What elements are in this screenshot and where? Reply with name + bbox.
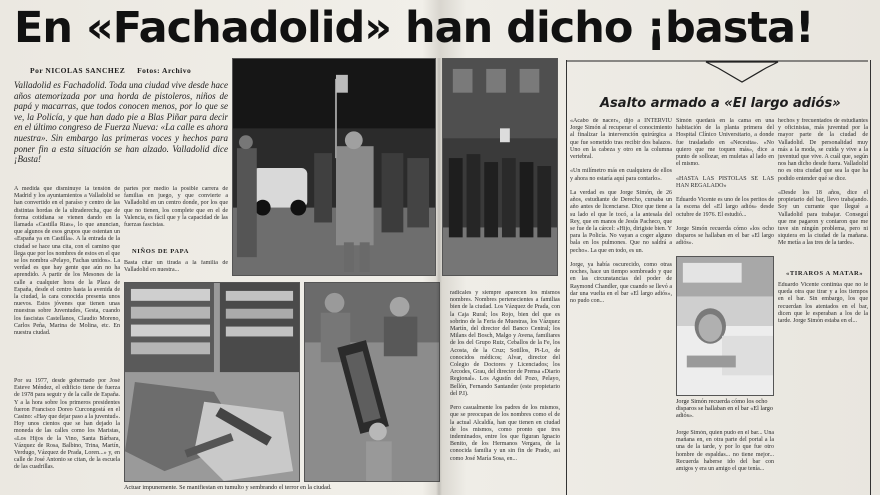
subhead-ninos-de-papa: NIÑOS DE PAPA — [132, 248, 190, 255]
sidebar-column-2: Simón quedará en la cama en una habitación de la planta primera del Hospital Clínico Universitario, a donde fue trasladado en «Necesita». «No quiero que me toquen más», dice a punto de sollozar, en muletas al lado en el mismo. «HASTA LAS PISTOLAS SE LAS HAN REGALADO» Eduardo Vicente es uno de los peritos de la escena del «El largo adiós» desde octubre de 1976. El estudió... Jorge Simón recuerda cómo «los ocho disparos se hallaban en el bar «El largo adiós». — [676, 118, 774, 246]
march-photo — [442, 58, 558, 276]
injured-man-photo — [676, 256, 774, 396]
body-column-2b: Basta citar un tirada a la familia de Valladolid en nuestra... — [124, 260, 228, 274]
sidebar-photo-caption: Jorge Simón recuerda cómo los ocho disparos se hallaban en el bar «El largo adiós». — [676, 398, 773, 419]
photo-caption-bottom: Actuar impunemente. Se manifiestan en tumulto y sembrando el terror en la ciudad. — [124, 484, 332, 491]
vandalism-photo — [124, 282, 300, 482]
sidebar-column-3b: Eduardo Vicente continúa que no le queda otra que tirar y a los tiempos en el bar. Sin embargo, los que recuerdan los atentados en el bar, dicen que le esperaban a los de la tarde. Jorge Simón estaba en el... — [778, 282, 868, 325]
page-fold — [436, 58, 442, 495]
sidebar-column-1: «Acabo de nacer», dijo a INTERVIU Jorge Simón al recuperar el conocimiento al finalizar la intervención quirúrgica a que fue sometido tras recibir dos balazos. Uno en la cabeza y otro en la columna vertebral. «Un milímetro más en cualquiera de ellos y ahora no estaría aquí para contarlo». La verdad es que Jorge Simón, de 26 años, estudiante de Derecho, cursaba un año antes de licenciarse. Dice que tiene a su lado el que le tocó, a la antesala del Rey, que en manos de Jesús Pacheco, que se fue de la cárcel: «Hijo, dirigiste bien. Y para la Policía. No vayan a coger alguno bala en los pulmones. Que no saldrá a pecho». La que en todo, es un. Jorge, ya había oscurecido, como otras noches, hace un tiempo sombreado y que en las circunstancias del poder de Raymond Chandler, que cuando se llevó a dar una vuelta en el bar «El largo adiós», no pudo con... — [570, 118, 672, 305]
author: Por NICOLAS SANCHEZ — [30, 66, 126, 75]
protest-photo — [232, 58, 436, 276]
sidebar-column-3: hechos y frecuentados de estudiantes y oficinistas, más juventud por la mayor parte de la ciudad de Valladolid. De personalidad muy más a la moda, se cuida y vive a la juventud que vive. A cuál que, según nos han dicho desde fuera. Valladolid no es otra ciudad que sea la que ha podido entender qué se dice. «Desde los 18 años, dice el propietario del bar, llevo trabajando. Soy un currante que llegué a Valladolid para trabajar. Conseguí que me pagaron y contaron que me tuve sin ningún problema, pero ni siquiera en la ciudad de la mañana. Me metía a las tres de la tarde». — [778, 118, 868, 247]
body-column-2: partes por medio la posible carrera de familias en juego, y que convierte a Valladolid en un centro donde, por los que que no tienen, los complete que en el de Valencia, es fácil que y la capacidad de las fuerzas fascistas. — [124, 186, 228, 229]
sidebar-left-border — [566, 60, 567, 495]
funeral-photo — [304, 282, 440, 482]
headline: En «Fachadolid» han dicho ¡basta! — [14, 3, 814, 53]
sidebar-column-4: Jorge Simón, quien pudo en el bar... Una mañana en, en otra parte del portal a la una de la tarde, y por lo que fue otro hombre de espaldas... no tiene mejor... Recuerda haberse ido del bar con amigos y era un amigo el que tenía... — [676, 430, 774, 473]
body-column-1b: Por su 1977, desde gobernado por José Esteve Méndez, el edificio tiene de fuerza de 1978 para seguir y de la calle de España. Y a la hora sobre los primeros presidentes fueron Francisco Doreo Curcongostá en el Casino: «Hay que dejar paso a la juventud». Hoy unos cientos que se han dejado la moneda de las calles como los Maristas, «Los Hijos de la Vino, Santa Bárbara, Vázquez de Rosa, Balbino, Trina, Martín, Verdugo, Vázquez de Prada, Loren...» y, en calle de José Antonio se citan, de la escuela de las cuadrillas. — [14, 378, 120, 471]
middle-column: radicales y siempre aparecen los mismos nombres. Nombres pertenecientes a familias bien de la ciudad. Los Vázquez de Prada, con la Caja Rural; los Rojo, bien del que es sobrino de la Feria de Muestras, los Vázquez Martín, del director del Banco Central; los Milans del Bosch, Malgo y Avena, familiares de los del Grupo Ruiz, Ceballos de la Fe, los Acosta, de la Cruz; Sotillos, Pi-Lo, de conocidos médicos; Alvar, director del Colegio de Doctores y Licenciados; los Arcodes, Grau, del director de Prensa «Diario Regional». Los Agustín del Pozo, Pelayo, Bellón, Fernando Santander (este propietario del P.I). Pero casualmente los padres de los mismos, que se preocupan de los nombres como el de la actual Alcaldía, han que tienen en ciudad de los mismos, como pronto que tres indeminados, entre los que figuran Ignacio Benito, de los Hermanos Vergara, de la conocida familia y un sin fin de Prado, asi como José María Sosa, en... — [450, 290, 560, 462]
photo-credit: Fotos: Archivo — [137, 66, 192, 75]
sidebar-title: Asalto armado a «El largo adiós» — [600, 96, 841, 111]
byline — [30, 66, 230, 75]
sidebar-arrow-banner — [566, 58, 868, 84]
sidebar-right-border — [870, 60, 871, 495]
body-column-1: A medida que disminuye la tensión de Madrid y los ayuntamientos a Valladolid se han convertido en el paraíso y centro de las distintas hordas de la ultraderecha, que de forma cotidiana se vienen dando en la llamada «Castilla Rias», lo que anuncian, que algunos de esos grupos que ostentan un «España ya en Castilla». A la entrada de la ciudad se hace una cita, con el camino que llega que por los nombres de estos en el que se los nombra «Pelayo, Fachas unidos». La verdad es que hay gente que aún no ha aprendido. A partir de los Mesones de la calle a cualquier hora de la Plaza de España, desde el centro hasta la avenida de la ciudad, la cara conocida presenta unos nuevos. Estos jóvenes que tienen unas muestras sobre Juventudes, Gesta, cuando los fascistas Castellanos, Claudio Moreno, Carlos Peña, Marina de Molina, etc. En nuestra ciudad. — [14, 186, 120, 337]
lead-paragraph: Valladolid es Fachadolid. Toda una ciudad vive desde hace años atemorizada por una horda de pistoleros, niños de papá y macarras, que todos conocen menos, por lo que se ve, la Policía, y que han dado pie a Blas Piñar para decir en el último congreso de Fuerza Nueva: «La calle es ahora nuestra». Sin embargo las primeras voces y hechos para poner fin a esta situación se han alzado. Valladolid dice ¡Basta! — [14, 80, 228, 165]
subhead-tiraros-a-matar: «TIRAROS A MATAR» — [786, 270, 864, 277]
